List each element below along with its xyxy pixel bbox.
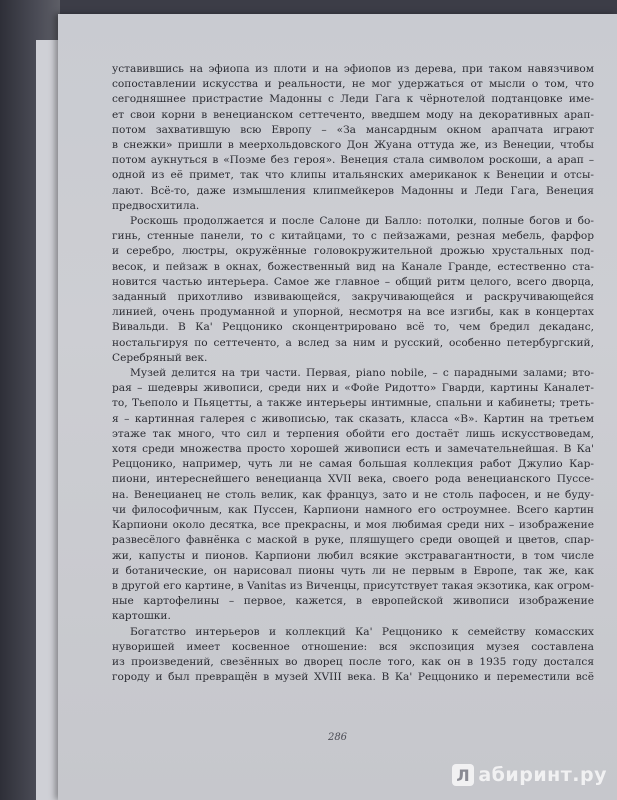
text-line: Карпиони около десятка, все прекрасны, и моя любимая среди них – изображение xyxy=(112,519,594,532)
text-line: Серебряный век. xyxy=(112,351,208,364)
text-line: городу и был превращён в музей XVIII века. В Ка' Реццонико и переместили всё xyxy=(112,671,594,684)
text-line: ностальгируя по сеттеченто, а вслед за ним и русский, особенно петербургский, xyxy=(112,336,594,349)
paragraph xyxy=(112,214,594,366)
text-line: одной из её примет, так что клипы итальянских американок к Венеции и отсы- xyxy=(112,169,594,182)
text-line: Реццонико, например, чуть ли не самая большая коллекция работ Джулио Кар- xyxy=(112,458,594,471)
text-line: ет свои корни в венецианском сеттеченто, введшем моду на декоративных арап- xyxy=(112,108,594,121)
text-line: Роскошь продолжается и после Салоне ди Балло: потолки, полные богов и бо- xyxy=(130,215,594,228)
text-line: линией, очень продуманной и упорной, несмотря на все изгибы, как в концертах xyxy=(112,306,594,319)
text-line: заданный прихотливо извивающейся, закручивающейся и раскручивающейся xyxy=(112,291,594,304)
paragraph xyxy=(112,62,594,214)
text-line: жи, капусты и пионов. Карпиони любил всякие экстравагантности, в том числе xyxy=(112,549,594,562)
text-line: потом аукнуться в «Поэме без героя». Венеция стала символом роскоши, а арап – xyxy=(112,154,594,167)
text-line: рая – шедевры живописи, среди них и «Фойе Ридотто» Гварди, картины Каналет- xyxy=(112,382,594,395)
labirint-logo-icon: Л xyxy=(452,764,474,786)
text-line: хотя среди множества просто хорошей живописи есть и замечательнейшая. В Ка' xyxy=(112,443,594,456)
text-line: то, Тьеполо и Пьяцетты, а также интерьеры интимные, спальни и кабинеты; треть- xyxy=(112,397,594,410)
text-line: Вивальди. В Ка' Реццонико сконцентрировано всё то, чем бредил декаданс, xyxy=(112,321,594,334)
text-line: развесёлого фавнёнка с маской в руке, пляшущего среди овощей и цветов, спар- xyxy=(112,534,594,547)
text-line: этаже так много, что сил и терпения обойти его достаёт лишь искусствоведам, xyxy=(112,427,594,440)
text-line: Музей делится на три части. Первая, piano nobile, – с парадными залами; вто- xyxy=(130,367,594,380)
text-line: сопоставлении искусства и реальности, не мог удержаться от мысли о том, что xyxy=(112,78,594,91)
watermark xyxy=(452,764,607,786)
paragraph xyxy=(112,366,594,624)
text-line: гинь, стенные панели, то с китайцами, то с пейзажами, резная мебель, фарфор xyxy=(112,230,594,243)
text-line: предвосхитила. xyxy=(112,199,200,212)
text-line: сегодняшнее пристрастие Мадонны с Леди Гага к чёрнотелой подтанцовке име- xyxy=(112,93,594,106)
text-line: уставившись на эфиопа из плоти и на эфиопов из дерева, при таком навязчивом xyxy=(112,63,594,75)
text-line: и серебро, люстры, окружённые головокружительной дрожью хрустальных под- xyxy=(112,245,594,258)
text-line: пиони, интереснейшего венецианца XVII века, своего рода венецианского Пуссе- xyxy=(112,473,594,486)
page-number: 286 xyxy=(327,732,348,743)
text-line: я – картинная галерея с живописью, так сказать, класса «В». Картин на третьем xyxy=(112,412,594,425)
text-line: весок, и пейзаж в окнах, божественный вид на Канале Гранде, естественно ста- xyxy=(112,260,594,273)
text-line: и ботанические, он нарисовал пионы чуть ли не первым в Европе, так же, как xyxy=(112,564,594,577)
text-line: лают. Всё-то, даже измышления клипмейкеров Мадонны и Леди Гага, Венеция xyxy=(112,184,594,197)
text-line: на. Венецианец не столь велик, как француз, зато и не столь пафосен, и не буду- xyxy=(112,488,594,501)
book-page xyxy=(58,14,617,800)
text-line: ные картофелины – первое, кажется, в европейской живописи изображение xyxy=(112,595,594,608)
watermark-text: абиринт.ру xyxy=(478,764,607,786)
text-line: в снежки» пришли в меерхольдовского Дон Жуана оттуда же, из Венеции, чтобы xyxy=(112,139,594,152)
text-line: из произведений, свезённых во дворец после того, как он в 1935 году достался xyxy=(112,655,594,668)
text-line: Богатство интерьеров и коллекций Ка' Реццонико к семейству комасских xyxy=(130,625,594,638)
text-line: потом захватившую всю Европу – «За мансардным окном арапчата играют xyxy=(112,123,594,136)
text-line: картошки. xyxy=(112,610,171,623)
text-line: чи философичным, как Пуссен, Карпиони намного его остроумнее. Всего картин xyxy=(112,503,594,516)
paragraph xyxy=(112,625,594,686)
body-text xyxy=(112,62,594,685)
text-line: в другой его картине, в Vanitas из Виченцы, присутствует такая экзотика, как огром- xyxy=(112,579,594,592)
text-line: новится частью интерьера. Самое же главное – общий ритм целого, всего дворца, xyxy=(112,275,594,288)
text-line: нуворишей имеет косвенное отношение: вся экспозиция музея составлена xyxy=(112,640,594,653)
